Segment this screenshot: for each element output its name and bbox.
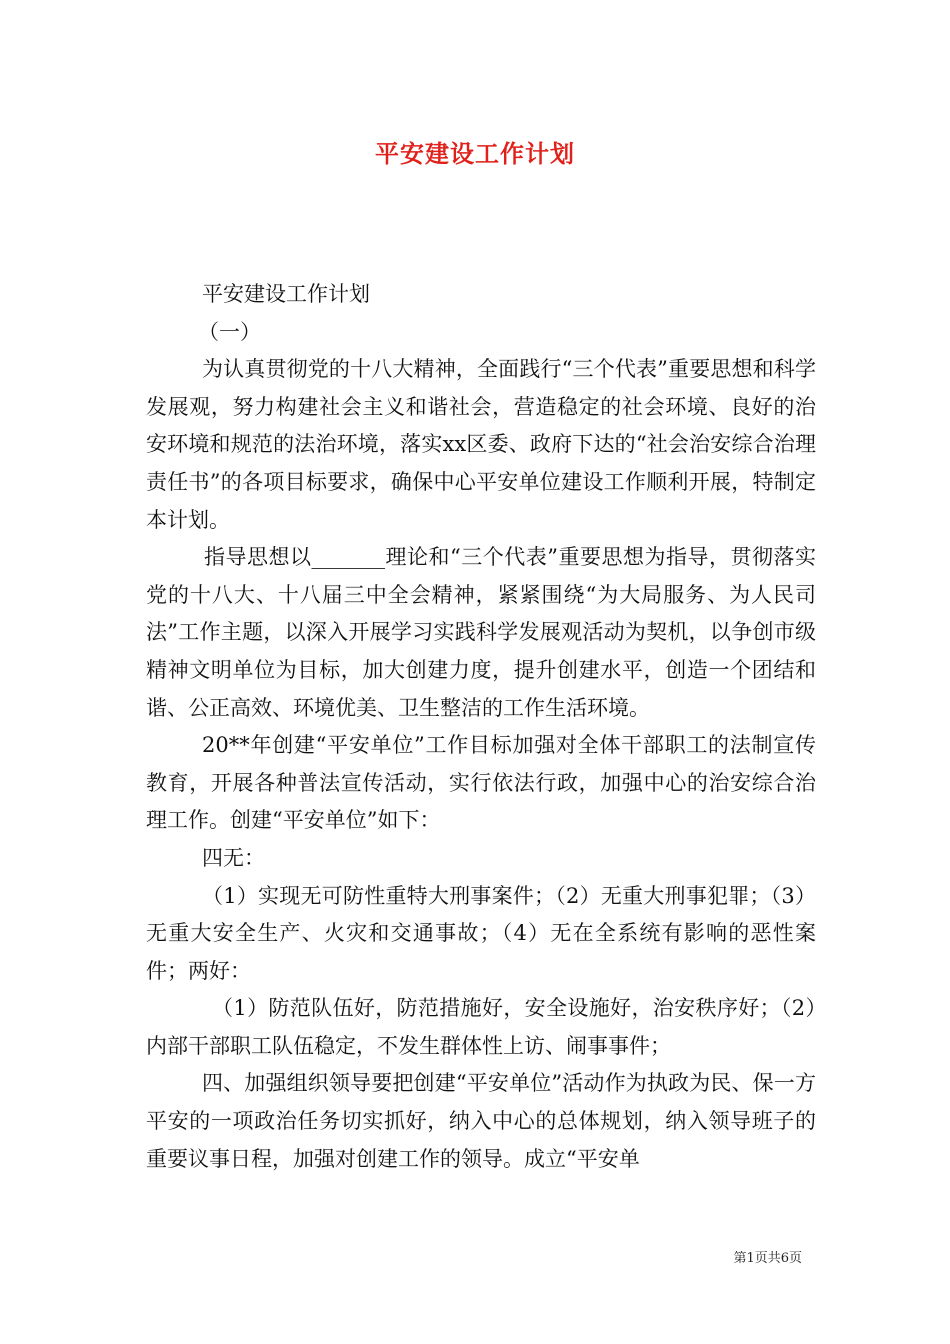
paragraph: 四无： (202, 845, 265, 870)
document-body (146, 276, 816, 1178)
paragraph: 四、加强组织领导要把创建“平安单位”活动作为执政为民、保一方平安的一项政治任务切实抓好，纳入中心的总体规划，纳入领导班子的重要议事日程，加强对创建工作的领导。成立“平安单 (146, 1071, 816, 1171)
paragraph: 20**年创建“平安单位”工作目标加强对全体干部职工的法制宣传教育，开展各种普法宣传活动，实行依法行政，加强中心的治安综合治理工作。创建“平安单位”如下： (146, 733, 816, 833)
paragraph: 为认真贯彻党的十八大精神，全面践行“三个代表”重要思想和科学发展观，努力构建社会主义和谐社会，营造稳定的社会环境、良好的治安环境和规范的法治环境，落实xx区委、政府下达的“社会治安综合治理责任书”的各项目标要求，确保中心平安单位建设工作顺利开展，特制定本计划。 (146, 357, 816, 532)
body-subtitle: 平安建设工作计划 (202, 282, 370, 306)
paragraph: （1）防范队伍好，防范措施好，安全设施好，治安秩序好；（2）内部干部职工队伍稳定，不发生群体性上访、闹事事件； (146, 996, 816, 1058)
paragraph: 指导思想以_______理论和“三个代表”重要思想为指导，贯彻落实党的十八大、十八届三中全会精神，紧紧围绕“为大局服务、为人民司法”工作主题，以深入开展学习实践科学发展观活动为契机，以争创市级精神文明单位为目标，加大创建力度，提升创建水平，创造一个团结和谐、公正高效、环境优美、卫生整洁的工作生活环境。 (146, 545, 816, 720)
section-label: （一） (198, 319, 261, 344)
page-number: 第1页共6页 (733, 1251, 802, 1266)
document-title: 平安建设工作计划 (375, 139, 575, 168)
paragraph: （1）实现无可防性重特大刑事案件；（2）无重大刑事犯罪；（3）无重大安全生产、火灾和交通事故；（4）无在全系统有影响的恶性案件；两好： (146, 883, 816, 983)
